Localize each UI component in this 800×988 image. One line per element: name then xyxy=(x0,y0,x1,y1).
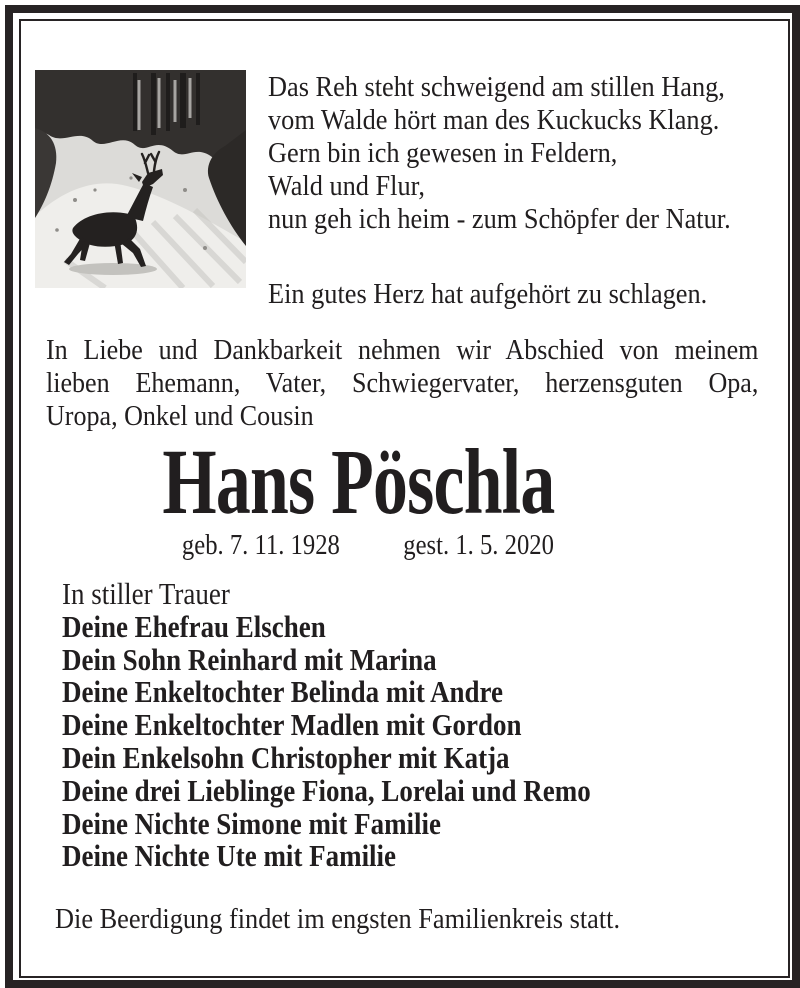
mourner-line: Dein Sohn Reinhard mit Marina xyxy=(62,641,437,677)
deer-photo xyxy=(35,70,246,288)
life-dates-row xyxy=(0,529,736,562)
farewell-line: In Liebe und Dankbarkeit nehmen wir Abschied von meinem xyxy=(46,335,759,366)
mourning-list xyxy=(62,578,670,873)
mourning-header: In stiller Trauer xyxy=(62,576,230,611)
farewell-line: Uropa, Onkel und Cousin xyxy=(46,401,314,432)
mourner-line: Dein Enkelsohn Christopher mit Katja xyxy=(62,739,510,775)
farewell-paragraph xyxy=(46,334,800,433)
mourner-line: Deine Enkeltochter Madlen mit Gordon xyxy=(62,707,522,743)
memorial-poem xyxy=(268,71,760,236)
funeral-notice: Die Beerdigung findet im engsten Familienkreis statt. xyxy=(55,904,621,935)
birth-date: geb. 7. 11. 1928 xyxy=(182,529,341,561)
mourner-line: Deine Nichte Ute mit Familie xyxy=(62,838,397,874)
farewell-line: lieben Ehemann, Vater, Schwiegervater, herzensguten Opa, xyxy=(46,368,759,399)
epitaph-line: Ein gutes Herz hat aufgehört zu schlagen. xyxy=(268,279,708,310)
poem-line: Das Reh steht schweigend am stillen Hang, xyxy=(268,72,725,103)
death-date: gest. 1. 5. 2020 xyxy=(403,529,555,561)
mourner-line: Deine Enkeltochter Belinda mit Andre xyxy=(62,674,504,710)
mourner-line: Deine drei Lieblinge Fiona, Lorelai und Remo xyxy=(62,772,591,808)
poem-line: vom Walde hört man des Kuckucks Klang. xyxy=(268,105,720,136)
poem-line: Gern bin ich gewesen in Feldern, xyxy=(268,138,618,169)
mourner-line: Deine Ehefrau Elschen xyxy=(62,608,326,644)
poem-line: nun geh ich heim - zum Schöpfer der Natur. xyxy=(268,204,731,235)
poem-line: Wald und Flur, xyxy=(268,171,425,202)
mourner-line: Deine Nichte Simone mit Familie xyxy=(62,805,442,841)
deceased-name: Hans Pöschla xyxy=(161,431,555,534)
